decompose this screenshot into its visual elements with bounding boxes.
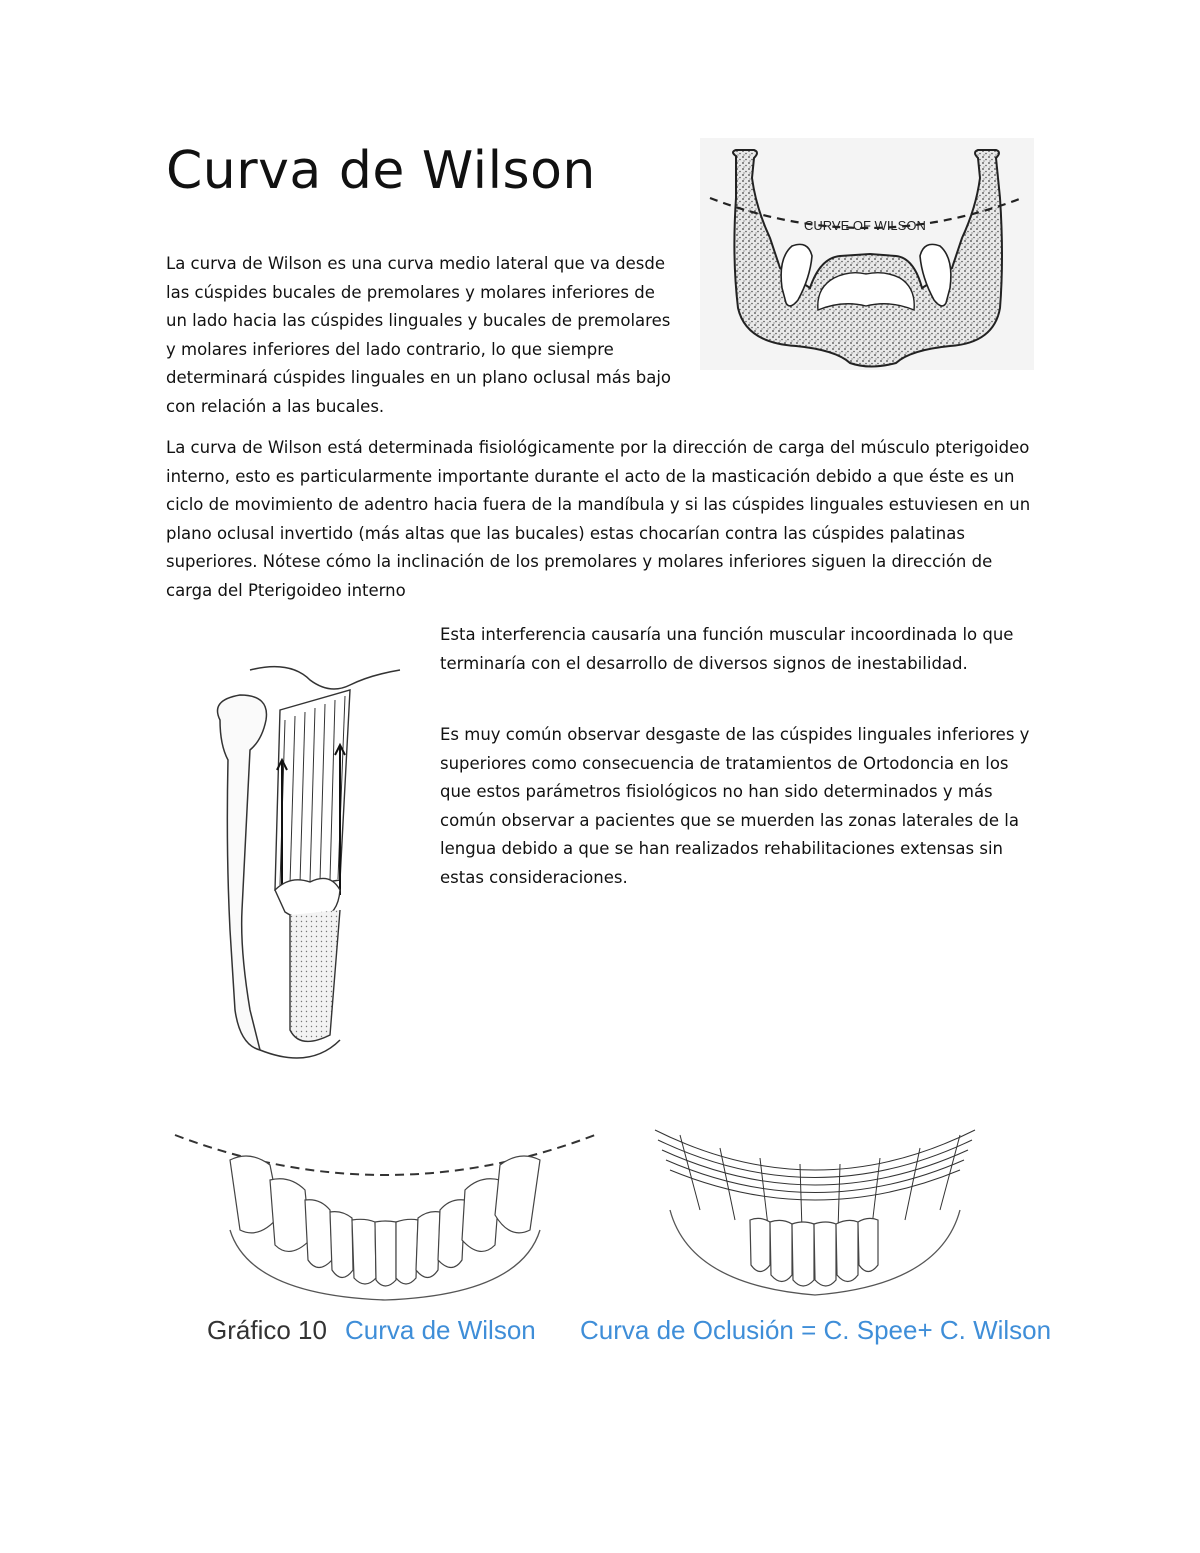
occlusion-curve-figure <box>640 1120 990 1310</box>
pterygoid-muscle-figure <box>190 650 430 1070</box>
page-title: Curva de Wilson <box>166 141 596 201</box>
figure-caption-left: Curva de Wilson <box>345 1315 536 1345</box>
figure-caption-right: Curva de Oclusión = C. Spee+ C. Wilson <box>580 1315 1052 1345</box>
figure-caption-number: Gráfico 10 <box>207 1315 327 1345</box>
dental-arch-wilson-figure <box>170 1120 600 1310</box>
curve-of-wilson-figure <box>700 138 1034 370</box>
curve-of-wilson-label: CURVE OF WILSON <box>804 218 926 233</box>
paragraph-definition: La curva de Wilson es una curva medio lateral que va desde las cúspides bucales de premolares y molares inferiores de un lado hacia las cúspides linguales y bucales de premolares y molares inferiores del lado contrario, lo que siempre determinará cúspides linguales en un plano oclusal más bajo con relación a las bucales. <box>166 254 672 416</box>
paragraph-wear: Es muy común observar desgaste de las cúspides linguales inferiores y superiores como consecuencia de tratamientos de Ortodoncia en los que estos parámetros fisiológicos no han sido determinados y más común observar a pacientes que se muerden las zonas laterales de la lengua debido a que se han realizados rehabilitaciones extensas sin estas consideraciones. <box>440 725 1030 887</box>
paragraph-pterygoid: La curva de Wilson está determinada fisiológicamente por la dirección de carga del músculo pterigoideo interno, esto es particularmente importante durante el acto de la masticación debido a que éste es un ciclo de movimiento de adentro hacia fuera de la mandíbula y si las cúspides linguales estuviesen en un plano oclusal invertido (más altas que las bucales) estas chocarían contra las cúspides palatinas superiores. Nótese cómo la inclinación de los premolares y molares inferiores siguen la dirección de carga del Pterigoideo interno <box>166 438 1031 600</box>
paragraph-interference: Esta interferencia causaría una función muscular incoordinada lo que terminaría con el desarrollo de diversos signos de inestabilidad. <box>440 625 1014 673</box>
